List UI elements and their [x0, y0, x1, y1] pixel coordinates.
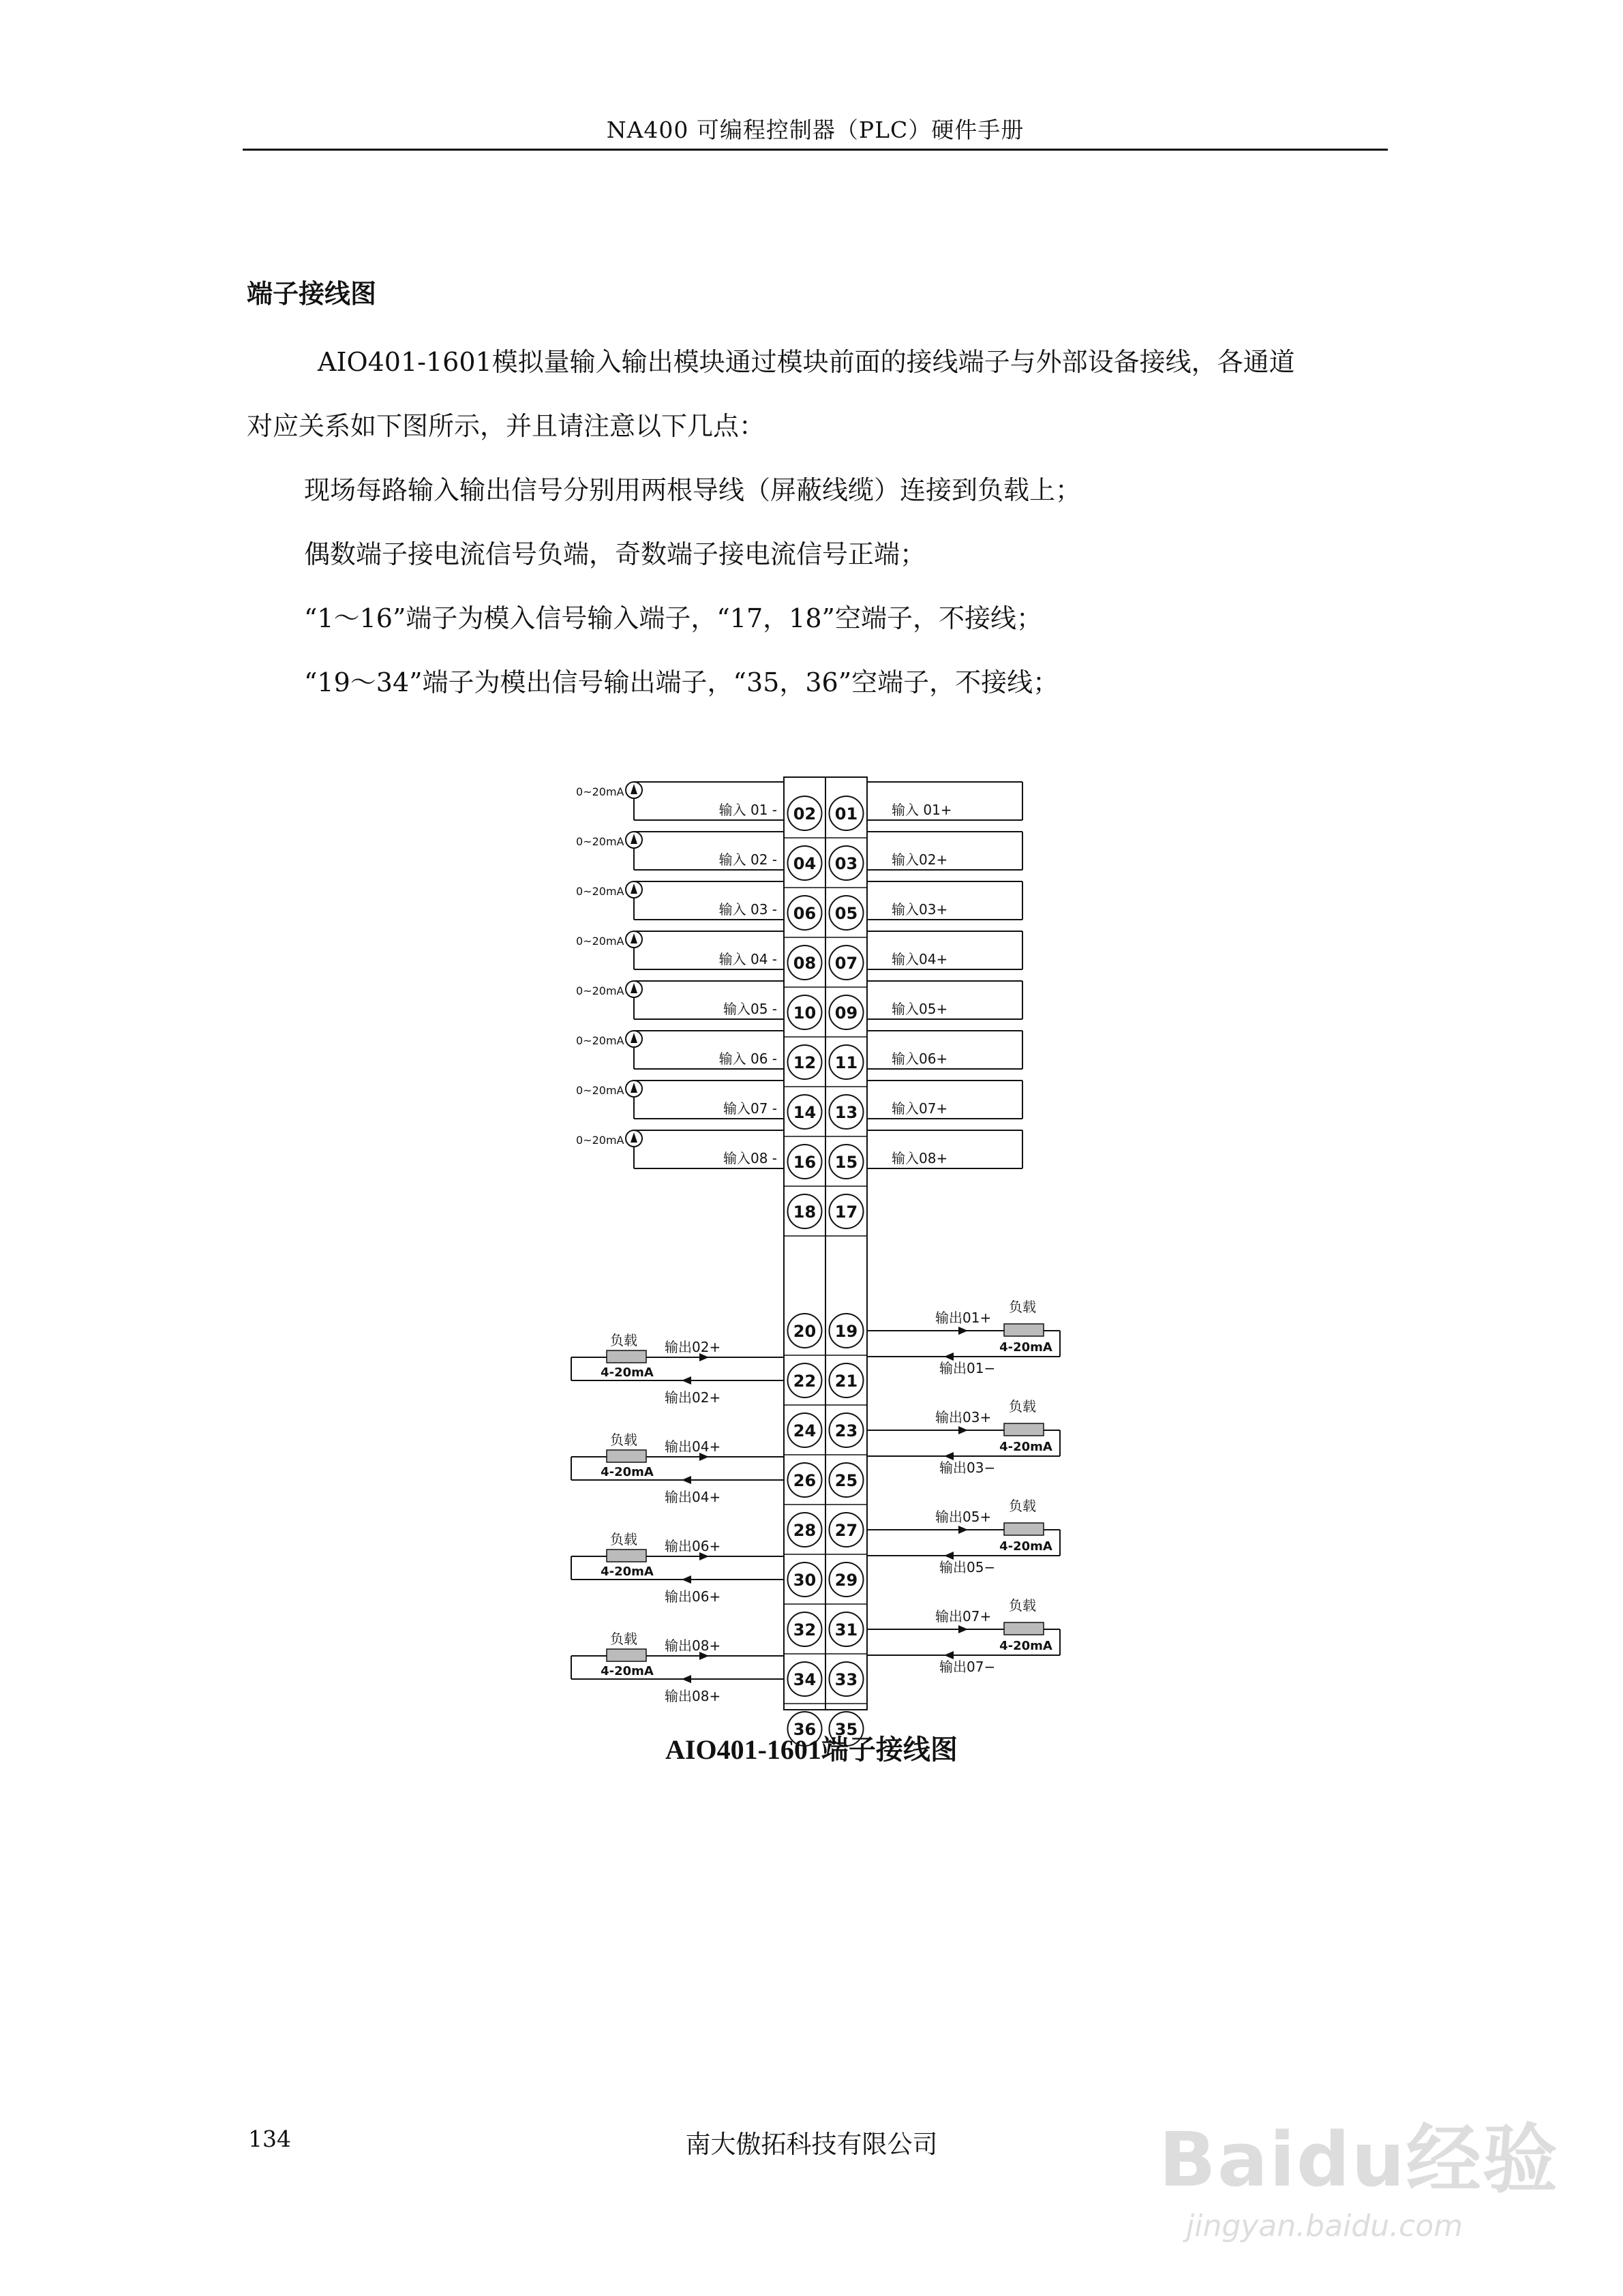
- input-range-label: 0~20mA: [576, 1084, 624, 1097]
- output-range-label: 4-20mA: [999, 1340, 1052, 1355]
- output-arrow-icon: [958, 1426, 968, 1434]
- output-row-right-terminal-label: 27: [834, 1521, 858, 1540]
- output-range-label: 4-20mA: [601, 1664, 654, 1678]
- input-range-label: 0~20mA: [576, 785, 624, 798]
- note-output-terminals: “19～34”端子为模出信号输出端子，“35，36”空端子，不接线；: [304, 667, 1059, 697]
- load-resistor-icon: [607, 1649, 646, 1661]
- output-row-right-terminal-label: 33: [834, 1670, 858, 1689]
- output-top-label: 输出03+: [935, 1409, 992, 1425]
- watermark-logo: [1159, 2079, 1568, 2263]
- input-plus-label: 输入 01+: [892, 802, 952, 818]
- load-label: 负载: [610, 1332, 637, 1348]
- input-plus-label: 输入07+: [892, 1100, 948, 1117]
- output-row-right-terminal-label: 31: [834, 1620, 858, 1640]
- input-minus-label: 输入 02 -: [718, 851, 777, 868]
- note-input-terminals: “1～16”端子为模入信号输入端子，“17，18”空端子，不接线；: [304, 603, 1042, 633]
- input-plus-label: 输入06+: [892, 1051, 948, 1067]
- input-range-label: 0~20mA: [576, 984, 624, 997]
- load-label: 负载: [1009, 1498, 1036, 1514]
- watermark-url: jingyan.baidu.com: [1186, 2209, 1463, 2244]
- output-arrow-icon: [682, 1675, 691, 1683]
- output-row-right-terminal-label: 29: [834, 1571, 858, 1590]
- output-bottom-label: 输出04+: [665, 1489, 721, 1505]
- output-arrow-icon: [682, 1575, 691, 1584]
- input-range-label: 0~20mA: [576, 935, 624, 948]
- input-row-right-terminal-label: 09: [834, 1003, 858, 1023]
- input-range-label: 0~20mA: [576, 835, 624, 848]
- load-resistor-icon: [607, 1350, 646, 1363]
- output-bottom-label: 输出03−: [939, 1460, 996, 1476]
- input-row-right-terminal-label: 15: [834, 1153, 858, 1172]
- input-range-label: 0~20mA: [576, 885, 624, 898]
- output-row-right-terminal-label: 19: [834, 1322, 858, 1341]
- input-minus-label: 输入05 -: [723, 1001, 777, 1017]
- input-range-label: 0~20mA: [576, 1134, 624, 1147]
- input-minus-label: 输入 03 -: [718, 901, 777, 918]
- load-resistor-icon: [1004, 1622, 1044, 1635]
- output-bottom-label: 输出05−: [939, 1559, 996, 1575]
- output-row-right-terminal-label: 21: [834, 1372, 858, 1391]
- intro-paragraph-line2: 对应关系如下图所示，并且请注意以下几点：: [247, 411, 765, 441]
- input-row-left-terminal-label: 12: [793, 1053, 817, 1072]
- output-range-label: 4-20mA: [999, 1539, 1052, 1554]
- output-top-label: 输出04+: [665, 1438, 721, 1455]
- note-polarity: 偶数端子接电流信号负端，奇数端子接电流信号正端；: [304, 539, 926, 569]
- load-resistor-icon: [607, 1550, 646, 1562]
- output-top-label: 输出05+: [935, 1509, 992, 1525]
- input-row-right-terminal-label: 05: [834, 904, 858, 923]
- output-row-left-terminal-label: 26: [793, 1471, 817, 1490]
- input-range-label: 0~20mA: [576, 1034, 624, 1047]
- output-range-label: 4-20mA: [601, 1465, 654, 1479]
- section-heading: 端子接线图: [247, 279, 377, 309]
- spare-top-left-terminal-label: 18: [793, 1203, 817, 1222]
- input-minus-label: 输入07 -: [723, 1100, 777, 1117]
- output-row-right-terminal-label: 23: [834, 1421, 858, 1440]
- input-row-right-terminal-label: 07: [834, 954, 858, 973]
- input-minus-label: 输入 01 -: [718, 802, 777, 818]
- output-top-label: 输出01+: [935, 1310, 992, 1326]
- output-top-label: 输出07+: [935, 1608, 992, 1625]
- load-label: 负载: [610, 1531, 637, 1547]
- output-row-left-terminal-label: 20: [793, 1322, 817, 1341]
- output-top-label: 输出06+: [665, 1538, 721, 1554]
- input-row-left-terminal-label: 02: [793, 804, 817, 824]
- running-header: NA400 可编程控制器（PLC）硬件手册: [606, 117, 1025, 143]
- output-range-label: 4-20mA: [601, 1565, 654, 1579]
- load-resistor-icon: [607, 1450, 646, 1462]
- input-minus-label: 输入 04 -: [718, 951, 777, 967]
- output-row-left-terminal-label: 28: [793, 1521, 817, 1540]
- spare-bottom-right-terminal-label: 35: [834, 1720, 858, 1739]
- load-resistor-icon: [1004, 1324, 1044, 1336]
- output-range-label: 4-20mA: [999, 1639, 1052, 1653]
- input-row-left-terminal-label: 04: [793, 854, 817, 873]
- load-label: 负载: [1009, 1597, 1036, 1614]
- input-row-left-terminal-label: 06: [793, 904, 817, 923]
- load-resistor-icon: [1004, 1423, 1044, 1436]
- load-resistor-icon: [1004, 1523, 1044, 1535]
- output-bottom-label: 输出02+: [665, 1389, 721, 1406]
- input-plus-label: 输入02+: [892, 851, 948, 868]
- input-minus-label: 输入 06 -: [718, 1051, 777, 1067]
- note-wiring: 现场每路输入输出信号分别用两根导线（屏蔽线缆）连接到负载上；: [304, 475, 1082, 505]
- output-top-label: 输出08+: [665, 1637, 721, 1654]
- input-row-left-terminal-label: 08: [793, 954, 817, 973]
- input-minus-label: 输入08 -: [723, 1150, 777, 1166]
- output-arrow-icon: [958, 1625, 968, 1633]
- input-row-right-terminal-label: 01: [834, 804, 858, 824]
- input-row-left-terminal-label: 16: [793, 1153, 817, 1172]
- output-bottom-label: 输出08+: [665, 1688, 721, 1704]
- load-label: 负载: [1009, 1398, 1036, 1415]
- input-row-left-terminal-label: 10: [793, 1003, 817, 1023]
- input-plus-label: 输入08+: [892, 1150, 948, 1166]
- footer-company: 南大傲拓科技有限公司: [685, 2130, 938, 2159]
- watermark-brand: Baidu经验: [1159, 2116, 1559, 2203]
- output-arrow-icon: [958, 1327, 968, 1335]
- input-row-right-terminal-label: 11: [834, 1053, 858, 1072]
- spare-top-right-terminal-label: 17: [834, 1203, 858, 1222]
- output-top-label: 输出02+: [665, 1339, 721, 1355]
- output-arrow-icon: [682, 1476, 691, 1484]
- load-label: 负载: [1009, 1299, 1036, 1315]
- input-plus-label: 输入03+: [892, 901, 948, 918]
- load-label: 负载: [610, 1432, 637, 1448]
- output-row-left-terminal-label: 22: [793, 1372, 817, 1391]
- load-label: 负载: [610, 1631, 637, 1647]
- input-plus-label: 输入05+: [892, 1001, 948, 1017]
- page-number: 134: [248, 2126, 291, 2152]
- output-bottom-label: 输出06+: [665, 1588, 721, 1605]
- output-range-label: 4-20mA: [601, 1365, 654, 1380]
- output-row-left-terminal-label: 32: [793, 1620, 817, 1640]
- input-row-right-terminal-label: 03: [834, 854, 858, 873]
- output-arrow-icon: [682, 1376, 691, 1385]
- output-arrow-icon: [958, 1526, 968, 1534]
- output-range-label: 4-20mA: [999, 1440, 1052, 1454]
- output-row-left-terminal-label: 30: [793, 1571, 817, 1590]
- figure-caption: AIO401-1601端子接线图: [665, 1734, 958, 1765]
- input-row-right-terminal-label: 13: [834, 1103, 858, 1122]
- output-row-right-terminal-label: 25: [834, 1471, 858, 1490]
- spare-bottom-left-terminal-label: 36: [793, 1720, 817, 1739]
- output-row-left-terminal-label: 34: [793, 1670, 817, 1689]
- intro-paragraph-line1: AIO401-1601模拟量输入输出模块通过模块前面的接线端子与外部设备接线，各通道: [318, 347, 1295, 377]
- input-row-left-terminal-label: 14: [793, 1103, 817, 1122]
- input-plus-label: 输入04+: [892, 951, 948, 967]
- output-bottom-label: 输出01−: [939, 1360, 996, 1376]
- output-row-left-terminal-label: 24: [793, 1421, 817, 1440]
- output-bottom-label: 输出07−: [939, 1659, 996, 1675]
